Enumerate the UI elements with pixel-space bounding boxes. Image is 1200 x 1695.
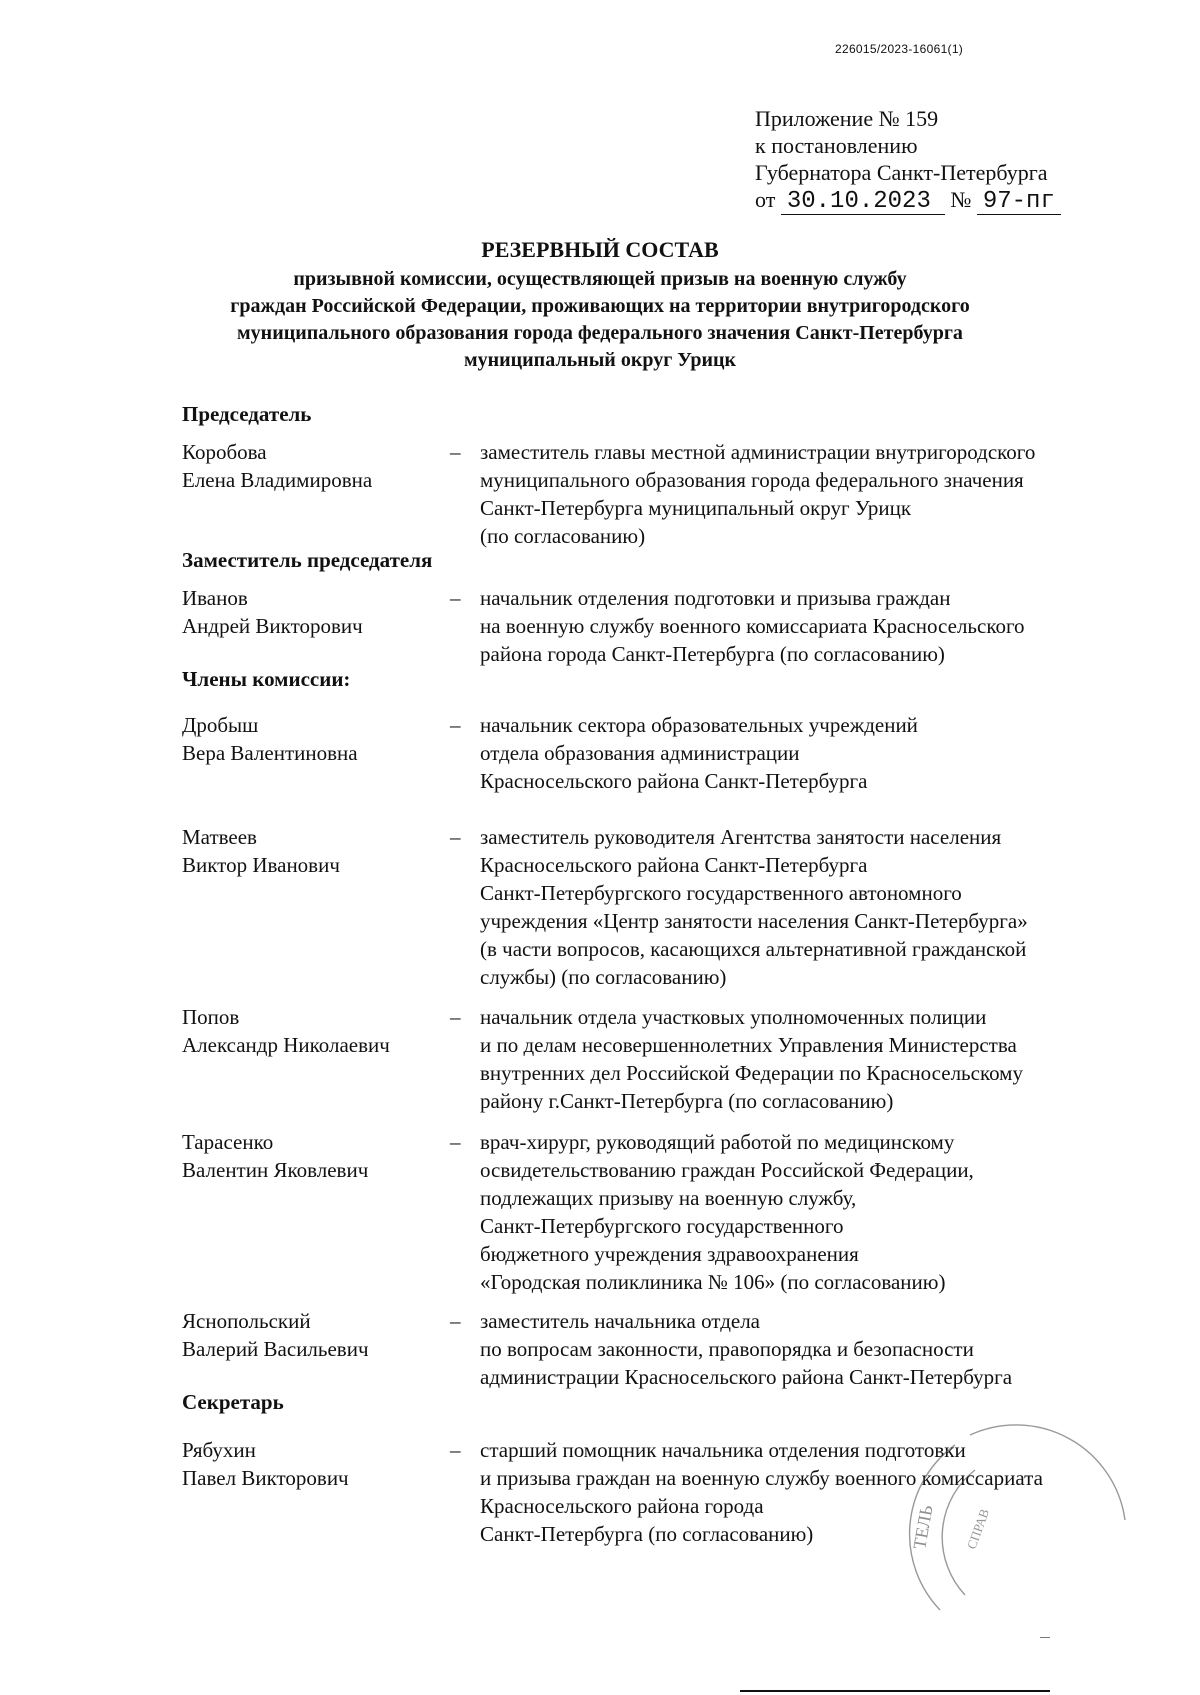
member-position	[480, 438, 1130, 550]
member-name	[182, 1003, 442, 1059]
position-line: (по согласованию)	[480, 524, 646, 548]
position-line: заместитель руководителя Агентства занятости населения	[480, 825, 1002, 849]
member-name	[182, 1307, 442, 1363]
position-line: Санкт-Петербурга муниципальный округ Урицк	[480, 496, 912, 520]
scan-mark	[1040, 1637, 1050, 1638]
bottom-rule	[740, 1690, 1050, 1692]
number-prefix: №	[950, 187, 972, 212]
dash-separator: –	[450, 586, 461, 610]
dash-separator: –	[450, 1438, 461, 1462]
position-line: начальник сектора образовательных учреждений	[480, 713, 918, 737]
appendix-block	[755, 105, 1061, 215]
member-given-name: Валерий Васильевич	[182, 1337, 369, 1361]
position-line: освидетельствованию граждан Российской Федерации,	[480, 1158, 974, 1182]
subtitle-line: граждан Российской Федерации, проживающих на территории внутригородского	[230, 295, 970, 317]
appendix-line: Губернатора Санкт-Петербурга	[755, 160, 1048, 185]
member-surname: Дробыш	[182, 713, 259, 737]
member-surname: Рябухин	[182, 1438, 256, 1462]
member-position	[480, 711, 1130, 795]
member-name	[182, 1436, 442, 1492]
document-subtitle	[140, 266, 1060, 374]
position-line: (в части вопросов, касающихся альтернативной гражданской	[480, 937, 1027, 961]
member-surname: Матвеев	[182, 825, 257, 849]
member-name	[182, 438, 442, 494]
position-line: «Городская поликлиника № 106» (по согласованию)	[480, 1270, 946, 1294]
position-line: бюджетного учреждения здравоохранения	[480, 1242, 859, 1266]
appendix-line: к постановлению	[755, 133, 918, 158]
position-line: учреждения «Центр занятости населения Санкт-Петербурга»	[480, 909, 1028, 933]
section-heading-members: Члены комиссии:	[182, 667, 351, 691]
position-line: службы) (по согласованию)	[480, 965, 727, 989]
subtitle-line: муниципального образования города федерального значения Санкт-Петербурга	[237, 322, 963, 344]
document-number: 226015/2023-16061(1)	[835, 42, 964, 56]
seal-text-fragment: СПРАВ	[963, 1506, 993, 1552]
position-line: администрации Красносельского района Санкт-Петербурга	[480, 1365, 1013, 1389]
position-line: района города Санкт-Петербурга (по согласованию)	[480, 642, 945, 666]
member-given-name: Вера Валентиновна	[182, 741, 358, 765]
member-surname: Попов	[182, 1005, 240, 1029]
seal-top-arc	[970, 1425, 1125, 1520]
dash-separator: –	[450, 1005, 461, 1029]
official-seal-stamp	[895, 1400, 1145, 1650]
position-line: по вопросам законности, правопорядка и безопасности	[480, 1337, 974, 1361]
position-line: внутренних дел Российской Федерации по Красносельскому	[480, 1061, 1023, 1085]
decree-date: 30.10.2023	[781, 190, 945, 215]
seal-text-fragment: ТЕЛЬ	[909, 1503, 937, 1551]
document-title: РЕЗЕРВНЫЙ СОСТАВ	[481, 237, 719, 262]
position-line: Красносельского района Санкт-Петербурга	[480, 853, 868, 877]
member-position	[480, 1003, 1130, 1115]
position-line: району г.Санкт-Петербурга (по согласованию)	[480, 1089, 894, 1113]
position-line: Санкт-Петербургского государственного автономного	[480, 881, 962, 905]
position-line: муниципального образования города федерального значения	[480, 468, 1024, 492]
subtitle-line: муниципальный округ Урицк	[463, 349, 737, 371]
member-name	[182, 711, 442, 767]
member-name	[182, 1128, 442, 1184]
member-given-name: Павел Викторович	[182, 1466, 349, 1490]
subtitle-line: призывной комиссии, осуществляющей призыв на военную службу	[293, 268, 907, 290]
member-position	[480, 1307, 1130, 1391]
position-line: заместитель главы местной администрации внутригородского	[480, 440, 1036, 464]
dash-separator: –	[450, 713, 461, 737]
decree-number: 97-пг	[977, 190, 1061, 215]
dash-separator: –	[450, 1309, 461, 1333]
section-heading-deputy: Заместитель председателя	[182, 548, 433, 572]
member-given-name: Елена Владимировна	[182, 468, 373, 492]
dash-separator: –	[450, 825, 461, 849]
member-position	[480, 584, 1130, 668]
dash-separator: –	[450, 1130, 461, 1154]
position-line: Красносельского района Санкт-Петербурга	[480, 769, 868, 793]
position-line: на военную службу военного комиссариата Красносельского	[480, 614, 1025, 638]
position-line: и по делам несовершеннолетних Управления Министерства	[480, 1033, 1017, 1057]
position-line: врач-хирург, руководящий работой по медицинскому	[480, 1130, 955, 1154]
position-line: старший помощник начальника отделения подготовки	[480, 1438, 966, 1462]
member-name	[182, 823, 442, 879]
position-line: Санкт-Петербургского государственного	[480, 1214, 844, 1238]
position-line: подлежащих призыву на военную службу,	[480, 1186, 857, 1210]
date-prefix: от	[755, 187, 776, 212]
dash-separator: –	[450, 440, 461, 464]
member-position	[480, 823, 1130, 991]
member-surname: Коробова	[182, 440, 267, 464]
section-heading-secretary: Секретарь	[182, 1390, 284, 1414]
position-line: Красносельского района города	[480, 1494, 764, 1518]
member-given-name: Виктор Иванович	[182, 853, 340, 877]
position-line: начальник отделения подготовки и призыва граждан	[480, 586, 951, 610]
position-line: Санкт-Петербурга (по согласованию)	[480, 1522, 814, 1546]
position-line: и призыва граждан на военную службу военного комиссариата	[480, 1466, 1043, 1490]
section-heading-chair: Председатель	[182, 402, 312, 426]
position-line: начальник отдела участковых уполномоченных полиции	[480, 1005, 987, 1029]
member-position	[480, 1128, 1130, 1296]
member-given-name: Андрей Викторович	[182, 614, 363, 638]
member-name	[182, 584, 442, 640]
date-number-line	[755, 186, 1061, 215]
member-surname: Иванов	[182, 586, 248, 610]
position-line: заместитель начальника отдела	[480, 1309, 760, 1333]
member-surname: Тарасенко	[182, 1130, 274, 1154]
member-given-name: Александр Николаевич	[182, 1033, 390, 1057]
appendix-line: Приложение № 159	[755, 106, 939, 131]
member-given-name: Валентин Яковлевич	[182, 1158, 369, 1182]
position-line: отдела образования администрации	[480, 741, 800, 765]
member-surname: Яснопольский	[182, 1309, 311, 1333]
